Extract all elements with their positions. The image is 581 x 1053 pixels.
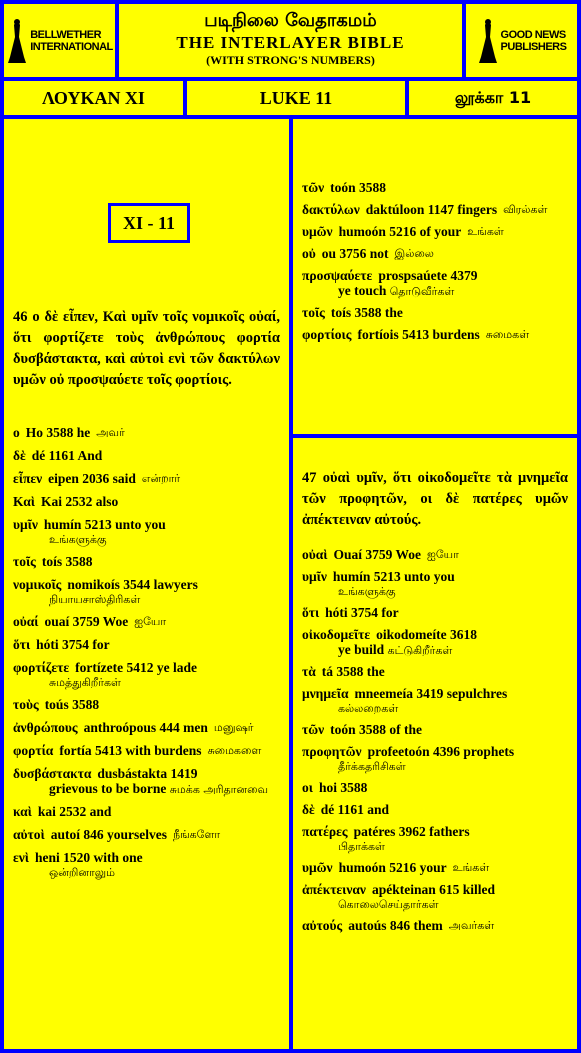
transliteration: fortía 5413 with burdens bbox=[59, 743, 202, 758]
logo-right-line1: GOOD NEWS bbox=[500, 28, 566, 41]
transliteration: Kai 2532 also bbox=[40, 494, 119, 509]
verse-label: XI - 11 bbox=[108, 203, 190, 243]
tamil-gloss: கல்லறைகள் bbox=[338, 702, 399, 715]
word-entry bbox=[302, 326, 568, 343]
greek-word: φορτίοις bbox=[302, 327, 352, 342]
word-entry bbox=[302, 179, 568, 196]
bar-tamil: லூக்கா 11 bbox=[409, 81, 577, 115]
tamil-gloss: கொலைசெய்தார்கள் bbox=[338, 898, 439, 911]
word-entry bbox=[13, 765, 280, 797]
transliteration: apékteinan 615 killed bbox=[371, 882, 495, 897]
tamil-gloss: விரல்கள் bbox=[503, 203, 548, 216]
transliteration: hoi 3588 bbox=[318, 780, 368, 795]
greek-word: οὐ bbox=[302, 246, 316, 261]
word-entry bbox=[302, 626, 568, 658]
greek-word: οἰκοδομεῖτε bbox=[302, 627, 371, 642]
gloss-continued: grievous to be borne bbox=[49, 781, 167, 796]
greek-word: μνημεῖα bbox=[302, 686, 349, 701]
transliteration: mneemeía 3419 sepulchres bbox=[354, 686, 508, 701]
word-entry bbox=[13, 826, 280, 843]
transliteration: heni 1520 with one bbox=[35, 850, 143, 865]
word-entry bbox=[302, 201, 568, 218]
greek-word: προσψαύετε bbox=[302, 268, 373, 283]
tamil-gloss: அவர் bbox=[96, 426, 125, 439]
transliteration: nomikoís 3544 lawyers bbox=[67, 577, 198, 592]
title-tamil: படிநிலை வேதாகமம் bbox=[204, 10, 377, 31]
transliteration: profeetoón 4396 prophets bbox=[367, 744, 515, 759]
right-top-word-list bbox=[302, 179, 568, 348]
word-entry bbox=[302, 881, 568, 912]
tamil-gloss: நியாயசாஸ்திரிகள் bbox=[49, 593, 141, 606]
greek-word: αὐτούς bbox=[302, 918, 343, 933]
tamil-gloss: இல்லை bbox=[394, 247, 434, 260]
transliteration: toón 3588 bbox=[330, 180, 387, 195]
word-entry bbox=[302, 743, 568, 774]
transliteration: patéres 3962 fathers bbox=[353, 824, 470, 839]
verse-47-greek: 47 οὐαὶ υμῖν, ὅτι οἰκοδομεῖτε τὰ μνημεῖα τῶν προφητῶν, οι δὲ πατέρες υμῶν ἀπέκτειναν αὐτούς. bbox=[302, 470, 568, 528]
greek-word: τῶν bbox=[302, 722, 325, 737]
bellwether-logo-icon bbox=[6, 17, 28, 65]
word-entry bbox=[302, 568, 568, 599]
transliteration: Ho 3588 he bbox=[25, 425, 91, 440]
logo-left bbox=[4, 4, 115, 77]
word-entry bbox=[13, 719, 280, 736]
greek-word: ὅτι bbox=[13, 637, 31, 652]
logo-left-line1: BELLWETHER bbox=[30, 28, 102, 41]
transliteration: autoús 846 them bbox=[348, 918, 443, 933]
greek-word: προφητῶν bbox=[302, 744, 362, 759]
word-entry bbox=[13, 516, 280, 547]
word-entry bbox=[302, 245, 568, 262]
verse-46-greek: 46 ο δὲ εἶπεν, Καὶ υμῖν τοῖς νομικοῖς οὐαί, ὅτι φορτίζετε τοὺς ἀνθρώπους φορτία δυσβάστακτα, καὶ αὐτοὶ ενὶ τῶν δακτύλων υμῶν οὐ προσψαύετε τοῖς φορτίοις. bbox=[13, 309, 280, 388]
transliteration: ouaí 3759 Woe bbox=[44, 614, 129, 629]
transliteration: hóti 3754 for bbox=[36, 637, 110, 652]
tamil-gloss: தீர்க்கதரிசிகள் bbox=[338, 760, 406, 773]
tamil-gloss: சுமைகளை bbox=[207, 744, 262, 757]
word-entry bbox=[13, 470, 280, 487]
word-entry bbox=[302, 721, 568, 738]
word-entry bbox=[13, 424, 280, 441]
transliteration: toón 3588 of the bbox=[330, 722, 422, 737]
gloss-continued: ye build bbox=[338, 642, 385, 657]
word-entry bbox=[302, 546, 568, 563]
tamil-gloss: என்றார் bbox=[141, 472, 181, 485]
transliteration: toís 3588 bbox=[41, 554, 93, 569]
transliteration: humín 5213 unto you bbox=[332, 569, 455, 584]
goodnews-logo-icon bbox=[477, 17, 499, 65]
transliteration: autoí 846 yourselves bbox=[50, 827, 167, 842]
word-entry bbox=[13, 659, 280, 690]
right-bottom-word-list bbox=[302, 546, 568, 939]
greek-word: δυσβάστακτα bbox=[13, 766, 92, 781]
transliteration: tá 3588 the bbox=[321, 664, 385, 679]
tamil-gloss: நீங்களோ bbox=[172, 828, 221, 841]
word-entry bbox=[302, 223, 568, 240]
transliteration: anthroópous 444 men bbox=[83, 720, 208, 735]
greek-word: ἀπέκτειναν bbox=[302, 882, 366, 897]
tamil-gloss: ஐயோ bbox=[427, 548, 459, 561]
word-entry bbox=[302, 779, 568, 796]
greek-word: πατέρες bbox=[302, 824, 348, 839]
greek-word: δακτύλων bbox=[302, 202, 360, 217]
transliteration: dé 1161 and bbox=[320, 802, 390, 817]
tamil-gloss: உங்கள் bbox=[452, 861, 490, 874]
transliteration: fortízete 5412 ye lade bbox=[75, 660, 197, 675]
word-entry bbox=[302, 685, 568, 716]
greek-word: υμῶν bbox=[302, 860, 333, 875]
left-word-list bbox=[13, 424, 280, 886]
transliteration: daktúloon 1147 fingers bbox=[365, 202, 498, 217]
greek-word: ο bbox=[13, 425, 20, 440]
greek-word: υμῖν bbox=[13, 517, 38, 532]
greek-word: τοῖς bbox=[13, 554, 36, 569]
transliteration: humoón 5216 your bbox=[338, 860, 447, 875]
greek-word: φορτίζετε bbox=[13, 660, 70, 675]
greek-word: τῶν bbox=[302, 180, 325, 195]
tamil-gloss: உங்கள் bbox=[467, 225, 504, 238]
transliteration: ou 3756 not bbox=[321, 246, 389, 261]
tamil-gloss: மனுஷர் bbox=[213, 721, 254, 734]
transliteration: dusbástakta 1419 bbox=[97, 766, 198, 781]
greek-word: υμῶν bbox=[302, 224, 333, 239]
tamil-gloss: அவர்கள் bbox=[448, 919, 495, 932]
greek-word: δὲ bbox=[302, 802, 315, 817]
greek-word: φορτία bbox=[13, 743, 54, 758]
word-entry bbox=[302, 663, 568, 680]
logo-right-line2: PUBLISHERS bbox=[500, 40, 567, 53]
greek-word: τοῖς bbox=[302, 305, 325, 320]
word-entry bbox=[302, 823, 568, 854]
word-entry bbox=[13, 447, 280, 464]
transliteration: eipen 2036 said bbox=[48, 471, 136, 486]
transliteration: fortíois 5413 burdens bbox=[357, 327, 480, 342]
greek-word: τὰ bbox=[302, 664, 316, 679]
greek-word: δὲ bbox=[13, 448, 26, 463]
greek-word: εἶπεν bbox=[13, 471, 43, 486]
word-entry bbox=[13, 553, 280, 570]
tamil-gloss: சுமைகள் bbox=[485, 328, 530, 341]
word-entry bbox=[13, 742, 280, 759]
title-main: THE INTERLAYER BIBLE bbox=[176, 33, 405, 52]
transliteration: toís 3588 the bbox=[330, 305, 403, 320]
greek-word: Καὶ bbox=[13, 494, 35, 509]
greek-word: οὐαί bbox=[13, 614, 39, 629]
transliteration: prospsaúete 4379 bbox=[378, 268, 478, 283]
title-sub: (WITH STRONG'S NUMBERS) bbox=[206, 53, 375, 67]
word-entry bbox=[13, 493, 280, 510]
transliteration: hóti 3754 for bbox=[325, 605, 399, 620]
logo-left-line2: INTERNATIONAL bbox=[30, 40, 113, 53]
greek-word: τοὺς bbox=[13, 697, 39, 712]
word-entry bbox=[302, 859, 568, 876]
greek-word: υμῖν bbox=[302, 569, 327, 584]
tamil-gloss: சுமத்துகிறீர்கள் bbox=[49, 676, 121, 689]
word-entry bbox=[13, 803, 280, 820]
tamil-gloss: ஐயோ bbox=[134, 615, 167, 628]
right-top-column bbox=[293, 119, 577, 434]
word-entry bbox=[13, 636, 280, 653]
word-entry bbox=[13, 849, 280, 880]
transliteration: oikodomeíte 3618 bbox=[376, 627, 478, 642]
gloss-continued: ye touch bbox=[338, 283, 387, 298]
right-bottom-column bbox=[293, 438, 577, 1049]
greek-word: ὅτι bbox=[302, 605, 320, 620]
word-entry bbox=[13, 576, 280, 607]
transliteration: toús 3588 bbox=[44, 697, 100, 712]
greek-word: αὐτοὶ bbox=[13, 827, 45, 842]
tamil-gloss: தொடுவீர்கள் bbox=[389, 285, 455, 298]
word-entry bbox=[302, 917, 568, 934]
transliteration: Ouaí 3759 Woe bbox=[333, 547, 421, 562]
tamil-gloss: ஒன்றினாலும் bbox=[49, 866, 115, 879]
word-entry bbox=[13, 696, 280, 713]
greek-word: οι bbox=[302, 780, 313, 795]
greek-word: ενὶ bbox=[13, 850, 29, 865]
tamil-gloss: கட்டுகிறீர்கள் bbox=[387, 644, 453, 657]
greek-word: καὶ bbox=[13, 804, 32, 819]
transliteration: dé 1161 And bbox=[31, 448, 103, 463]
greek-word: ἀνθρώπους bbox=[13, 720, 78, 735]
greek-word: νομικοῖς bbox=[13, 577, 62, 592]
transliteration: humoón 5216 of your bbox=[338, 224, 462, 239]
tamil-gloss: சுமக்க அரிதானவை bbox=[169, 783, 269, 796]
word-entry bbox=[13, 613, 280, 630]
tamil-gloss: பிதாக்கள் bbox=[338, 840, 385, 853]
tamil-gloss: உங்களுக்கு bbox=[338, 585, 396, 598]
logo-right bbox=[466, 4, 577, 77]
transliteration: kai 2532 and bbox=[37, 804, 112, 819]
left-column bbox=[4, 119, 289, 1049]
word-entry bbox=[302, 304, 568, 321]
word-entry bbox=[302, 267, 568, 299]
transliteration: humín 5213 unto you bbox=[43, 517, 166, 532]
greek-word: οὐαὶ bbox=[302, 547, 328, 562]
bar-english: LUKE 11 bbox=[187, 81, 405, 115]
word-entry bbox=[302, 801, 568, 818]
tamil-gloss: உங்களுக்கு bbox=[49, 533, 107, 546]
word-entry bbox=[302, 604, 568, 621]
title-block bbox=[119, 4, 462, 77]
bar-greek: ΛΟΥΚΑΝ XI bbox=[4, 81, 183, 115]
